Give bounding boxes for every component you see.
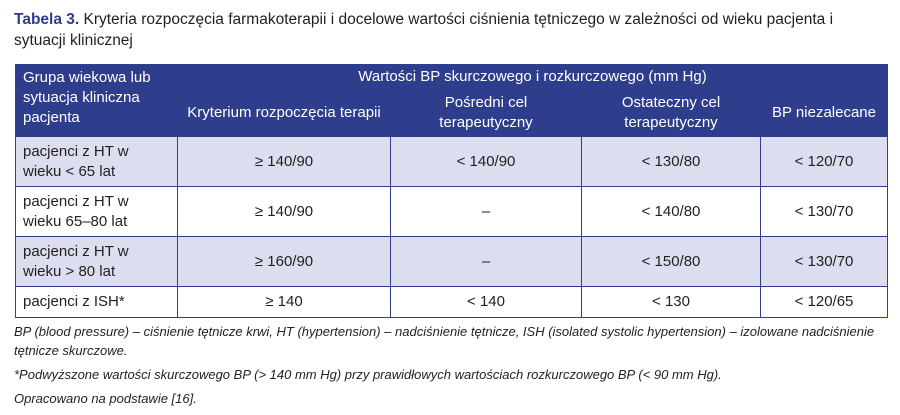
header-final-target: Ostateczny cel terapeutyczny xyxy=(582,90,761,137)
header-not-recommended: BP niezalecane xyxy=(761,90,888,137)
cell-not-recommended: < 120/70 xyxy=(761,137,888,187)
table-caption-text: Kryteria rozpoczęcia farmakoterapii i docelowe wartości ciśnienia tętniczego w zależności od wieku pacjenta i sytuacji klinicznej xyxy=(14,11,834,49)
cell-initiation: ≥ 140 xyxy=(178,287,391,318)
cell-final: < 130/80 xyxy=(582,137,761,187)
cell-intermediate: – xyxy=(391,187,582,237)
footnote-source: Opracowano na podstawie [16]. xyxy=(14,391,197,406)
cell-not-recommended: < 120/65 xyxy=(761,287,888,318)
cell-final: < 130 xyxy=(582,287,761,318)
cell-final: < 140/80 xyxy=(582,187,761,237)
cell-intermediate: < 140/90 xyxy=(391,137,582,187)
table-row xyxy=(16,237,888,287)
header-intermediate-target: Pośredni cel terapeutyczny xyxy=(391,90,582,137)
row-group-label: pacjenci z HT w wieku > 80 lat xyxy=(16,237,178,287)
cell-intermediate: < 140 xyxy=(391,287,582,318)
cell-initiation: ≥ 140/90 xyxy=(178,187,391,237)
table-header-row xyxy=(16,65,888,90)
cell-final: < 150/80 xyxy=(582,237,761,287)
row-group-label: pacjenci z HT w wieku 65–80 lat xyxy=(16,187,178,237)
header-bp-values: Wartości BP skurczowego i rozkurczowego (mm Hg) xyxy=(178,65,888,90)
footnote-abbreviations: BP (blood pressure) – ciśnienie tętnicze krwi, HT (hypertension) – nadciśnienie tętnicze, ISH (isolated systolic hypertension) – izolowane nadciśnienie tętnicze skurczowe. xyxy=(14,324,875,358)
cell-initiation: ≥ 160/90 xyxy=(178,237,391,287)
cell-not-recommended: < 130/70 xyxy=(761,187,888,237)
cell-not-recommended: < 130/70 xyxy=(761,237,888,287)
footnote-ish-definition: *Podwyższone wartości skurczowego BP (> 140 mm Hg) przy prawidłowych wartościach rozkurczowego BP (< 90 mm Hg). xyxy=(14,367,722,382)
table-row xyxy=(16,287,888,318)
table-footnotes xyxy=(14,322,886,413)
table-caption xyxy=(14,9,886,51)
row-group-label: pacjenci z ISH* xyxy=(16,287,178,318)
table-row xyxy=(16,137,888,187)
cell-initiation: ≥ 140/90 xyxy=(178,137,391,187)
table-caption-label: Tabela 3. xyxy=(14,11,80,28)
header-initiation-criterion: Kryterium rozpoczęcia terapii xyxy=(178,90,391,137)
bp-criteria-table xyxy=(15,64,888,318)
table-row xyxy=(16,187,888,237)
cell-intermediate: – xyxy=(391,237,582,287)
row-group-label: pacjenci z HT w wieku < 65 lat xyxy=(16,137,178,187)
header-patient-group: Grupa wiekowa lub sytuacja kliniczna pacjenta xyxy=(16,65,178,137)
